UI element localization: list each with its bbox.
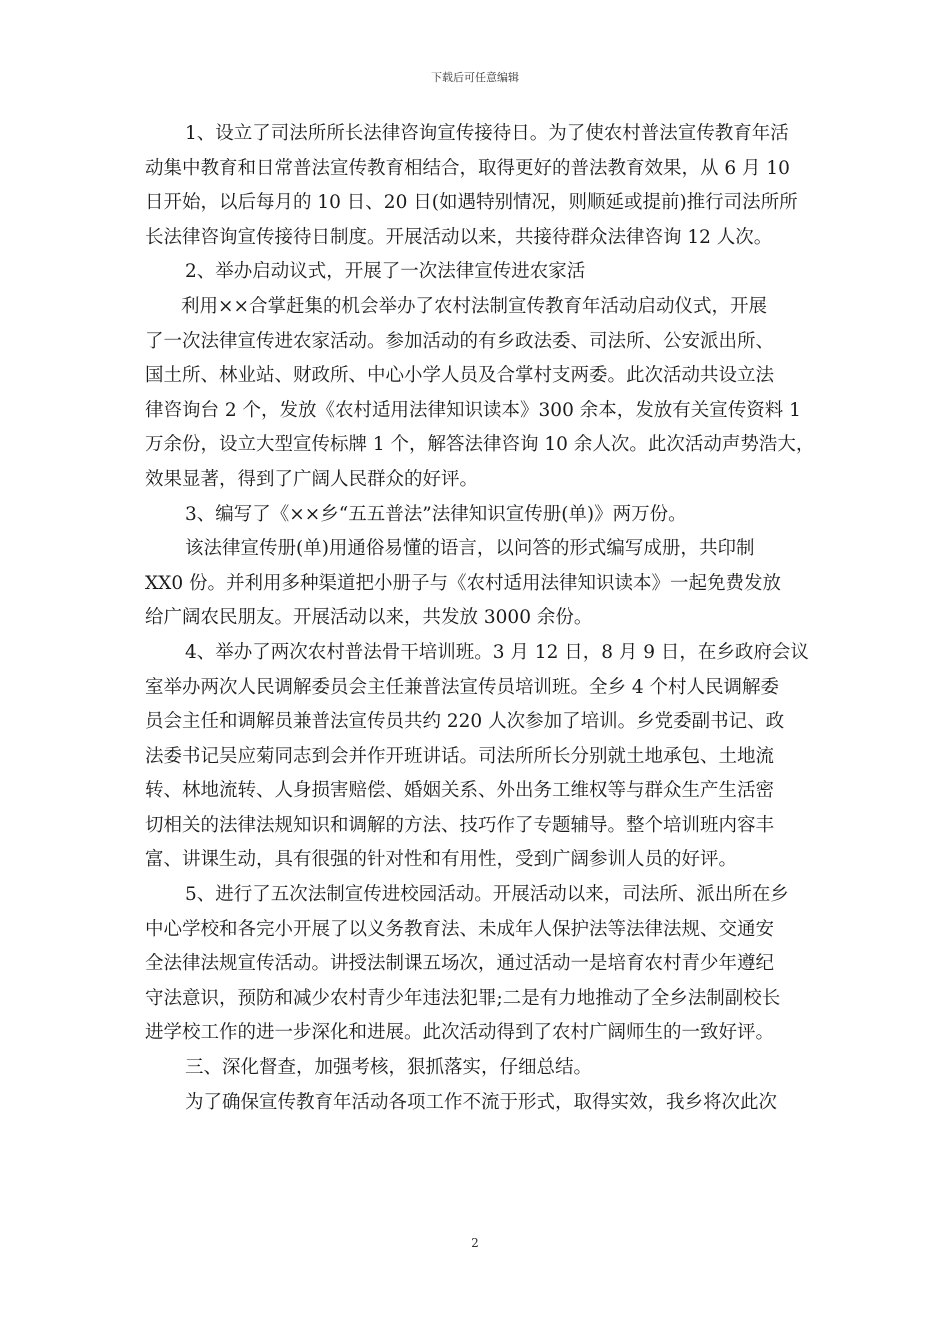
text-line: 转、林地流转、人身损害赔偿、婚姻关系、外出务工维权等与群众生产生活密 bbox=[145, 780, 775, 802]
text-line: 日开始，以后每月的 10 日、20 日(如遇特别情况，则顺延或提前)推行司法所所 bbox=[145, 192, 798, 214]
text-line: 3、编写了《××乡“五五普法”法律知识宣传册(单)》两万份。 bbox=[185, 503, 687, 525]
page-header: 下载后可任意编辑 bbox=[431, 71, 519, 84]
text-line: 切相关的法律法规知识和调解的方法、技巧作了专题辅导。整个培训班内容丰 bbox=[145, 814, 775, 836]
text-line: 中心学校和各完小开展了以义务教育法、未成年人保护法等法律法规、交通安 bbox=[145, 918, 775, 940]
text-line: 效果显著，得到了广阔人民群众的好评。 bbox=[145, 468, 479, 490]
text-line: 全法律法规宣传活动。讲授法制课五场次，通过活动一是培育农村青少年遵纪 bbox=[145, 953, 775, 975]
text-line: 利用××合掌赶集的机会举办了农村法制宣传教育年活动启动仪式，开展 bbox=[181, 295, 768, 317]
text-line: 员会主任和调解员兼普法宣传员共约 220 人次参加了培训。乡党委副书记、政 bbox=[145, 711, 785, 733]
text-line: 1、设立了司法所所长法律咨询宣传接待日。为了使农村普法宣传教育年活 bbox=[185, 123, 789, 144]
text-line: 万余份，设立大型宣传标牌 1 个，解答法律咨询 10 余人次。此次活动声势浩大， bbox=[145, 434, 815, 456]
text-line: 进学校工作的进一步深化和进展。此次活动得到了农村广阔师生的一致好评。 bbox=[145, 1022, 775, 1044]
text-line: 为了确保宣传教育年活动各项工作不流于形式，取得实效，我乡将次此次 bbox=[185, 1091, 778, 1113]
document-body bbox=[145, 117, 815, 1120]
text-line: 富、讲课生动，具有很强的针对性和有用性，受到广阔参训人员的好评。 bbox=[145, 849, 738, 871]
text-line: XX0 份。并利用多种渠道把小册子与《农村适用法律知识读本》一起免费发放 bbox=[145, 572, 781, 594]
text-line: 5、进行了五次法制宣传进校园活动。开展活动以来，司法所、派出所在乡 bbox=[185, 884, 789, 906]
text-line: 国土所、林业站、财政所、中心小学人员及合掌村支两委。此次活动共设立法 bbox=[145, 365, 775, 387]
text-line: 律咨询台 2 个，发放《农村适用法律知识读本》300 余本，发放有关宣传资料 1 bbox=[145, 399, 801, 421]
text-line: 法委书记吴应菊同志到会并作开班讲话。司法所所长分别就土地承包、土地流 bbox=[145, 745, 775, 767]
text-line: 室举办两次人民调解委员会主任兼普法宣传员培训班。全乡 4 个村人民调解委 bbox=[145, 676, 780, 698]
text-line: 4、举办了两次农村普法骨干培训班。3 月 12 日，8 月 9 日，在乡政府会议 bbox=[185, 641, 809, 663]
text-line: 动集中教育和日常普法宣传教育相结合，取得更好的普法教育效果，从 6 月 10 bbox=[145, 157, 790, 179]
page-number: 2 bbox=[471, 1236, 479, 1250]
text-line: 守法意识，预防和减少农村青少年违法犯罪;二是有力地推动了全乡法制副校长 bbox=[145, 987, 781, 1009]
text-line: 长法律咨询宣传接待日制度。开展活动以来，共接待群众法律咨询 12 人次。 bbox=[145, 226, 773, 248]
text-line: 三、深化督查，加强考核，狠抓落实，仔细总结。 bbox=[185, 1057, 593, 1079]
text-line: 该法律宣传册(单)用通俗易懂的语言，以问答的形式编写成册，共印制 bbox=[185, 538, 755, 560]
text-line: 2、举办启动议式，开展了一次法律宣传进农家活 bbox=[185, 261, 586, 283]
text-line: 给广阔农民朋友。开展活动以来，共发放 3000 余份。 bbox=[145, 607, 593, 629]
text-line: 了一次法律宣传进农家活动。参加活动的有乡政法委、司法所、公安派出所、 bbox=[145, 330, 775, 352]
